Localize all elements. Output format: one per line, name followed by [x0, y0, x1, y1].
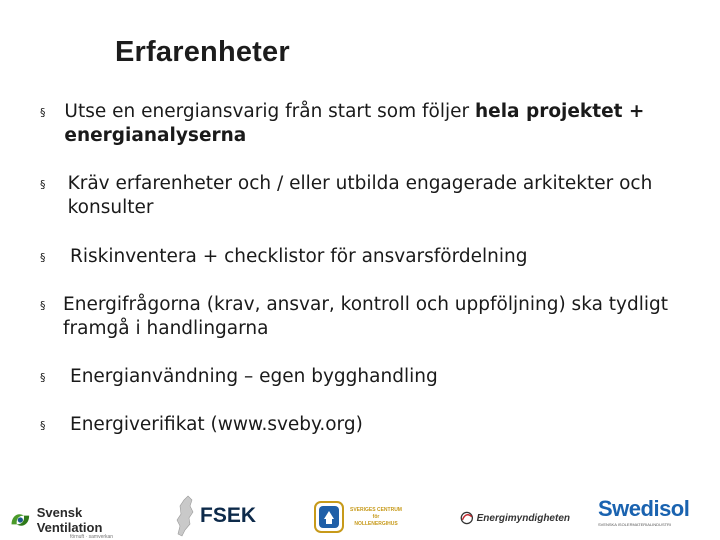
sveriges-centrum-line: NOLLENERGIHUS: [354, 520, 398, 527]
slide-title: Erfarenheter: [115, 36, 290, 68]
bullet-bold-text: hela projektet + energianalyserna: [64, 101, 645, 146]
bullet-marker-icon: §: [40, 371, 46, 384]
bullet-marker-icon: §: [40, 106, 46, 119]
swedisol-name: Swedisol: [598, 496, 690, 521]
bullet-marker-icon: §: [40, 419, 46, 432]
swedisol-logo: [598, 496, 716, 536]
bullet-text: Energiverifikat (www.sveby.org): [70, 414, 363, 435]
svensk-ventilation-logo: [8, 500, 138, 540]
sveriges-centrum-logo: [314, 496, 406, 538]
nollenergihus-icon: [314, 501, 344, 533]
bullet-text: Utse en energiansvarig från start som följer hela projektet + energianalyserna: [64, 101, 645, 146]
bullet-text: Kräv erfarenheter och / eller utbilda engagerade arkitekter och konsulter: [67, 173, 653, 218]
energimyndigheten-logo: [460, 504, 570, 532]
bullet-marker-icon: §: [40, 251, 46, 264]
svensk-ventilation-name: Svensk Ventilation: [36, 505, 103, 535]
bullet-text: Energianvändning – egen bygghandling: [70, 366, 438, 387]
bullet-text: Energifrågorna (krav, ansvar, kontroll och uppföljning) ska tydligt framgå i handlingarna: [63, 294, 669, 339]
sveriges-centrum-text: [346, 507, 406, 528]
logo-strip: [0, 490, 720, 540]
sveriges-centrum-line: SVERIGES CENTRUM: [350, 506, 402, 513]
bullet-item: [40, 293, 690, 341]
energimyndigheten-name: Energimyndigheten: [476, 512, 570, 524]
fsek-name: FSEK: [200, 504, 257, 527]
sweden-map-icon: [172, 494, 198, 538]
bullet-item: [40, 245, 690, 270]
swedisol-tagline: SVENSKA ISOLERMATERIALINDUSTRI: [598, 522, 672, 527]
bullet-item: [40, 413, 690, 438]
svensk-ventilation-tagline: förnuft · samverkan: [70, 534, 114, 540]
sveriges-centrum-line: för: [372, 513, 380, 520]
svensk-ventilation-icon: [8, 507, 33, 533]
bullet-item: [40, 365, 690, 390]
fsek-logo: [172, 494, 262, 538]
energimyndigheten-icon: [460, 507, 474, 529]
bullet-marker-icon: §: [40, 178, 46, 191]
bullet-item: [40, 100, 690, 148]
bullet-marker-icon: §: [40, 299, 46, 312]
bullet-item: [40, 172, 690, 220]
bullet-text: Riskinventera + checklistor för ansvarsfördelning: [70, 246, 528, 267]
